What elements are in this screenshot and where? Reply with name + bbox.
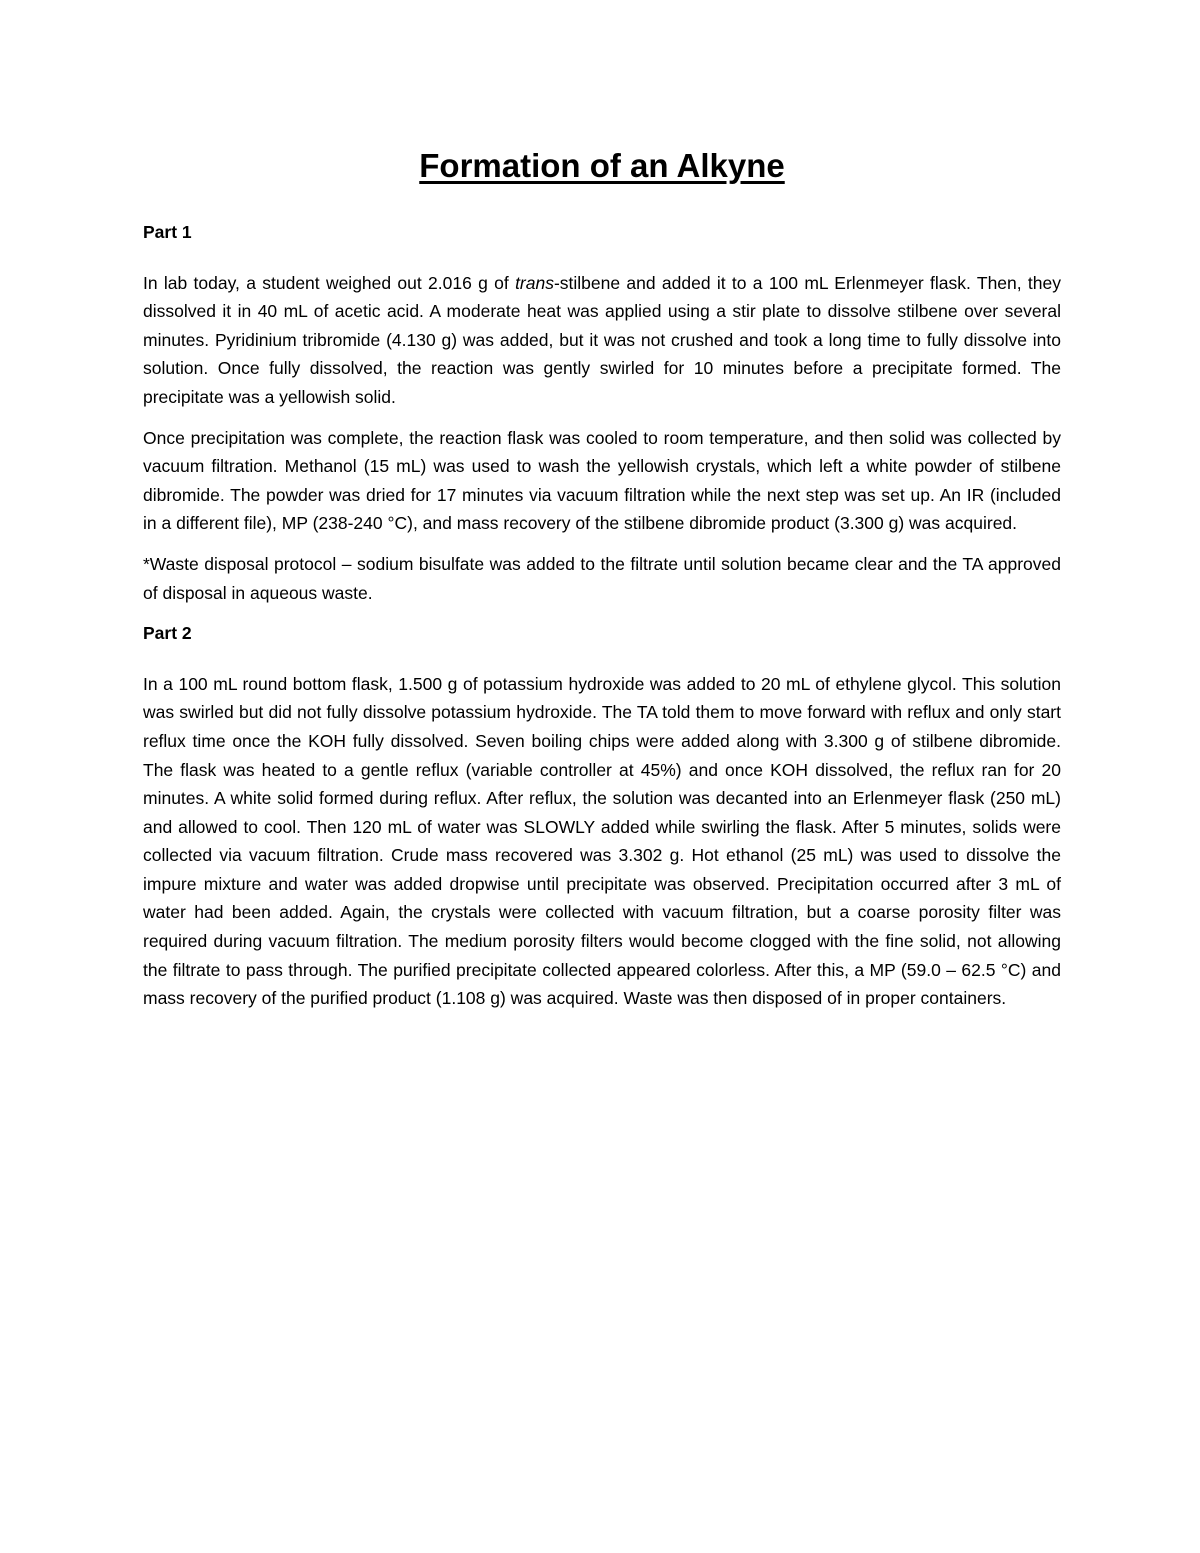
part-1-paragraph-1-rest: -stilbene and added it to a 100 mL Erlenmeyer flask. Then, they dissolved it in 40 mL of acetic acid. A moderate heat was applied using a stir plate to dissolve stilbene over several minutes. Pyridinium tribromide (4.130 g) was added, but it was not crushed and took a long time to fully dissolve into solution. Once fully dissolved, the reaction was gently swirled for 10 minutes before a precipitate formed. The precipitate was a yellowish solid. [143,272,1061,407]
part-2-heading: Part 2 [143,623,192,644]
document-page [143,140,1061,1025]
document-title: Formation of an Alkyne [419,147,785,184]
trans-italic-term: trans [515,272,554,293]
part-1-paragraph-2: Once precipitation was complete, the reaction flask was cooled to room temperature, and then solid was collected by vacuum filtration. Methanol (15 mL) was used to wash the yellowish crystals, which left a white powder of stilbene dibromide. The powder was dried for 17 minutes via vacuum filtration while the next step was set up. An IR (included in a different file), MP (238-240 °C), and mass recovery of the stilbene dibromide product (3.300 g) was acquired. [143,427,1061,534]
part-1-heading: Part 1 [143,222,192,242]
waste-disposal-note: *Waste disposal protocol – sodium bisulfate was added to the filtrate until solution became clear and the TA approved of disposal in aqueous waste. [143,553,1061,603]
part-1-paragraph-1-lead: In lab today, a student weighed out 2.016 g of [143,272,516,293]
part-1-paragraph-1 [143,269,1061,412]
part-2-paragraph-1: In a 100 mL round bottom flask, 1.500 g of potassium hydroxide was added to 20 mL of ethylene glycol. This solution was swirled but did not fully dissolve potassium hydroxide. The TA told them to move forward with reflux and only start reflux time once the KOH fully dissolved. Seven boiling chips were added along with 3.300 g of stilbene dibromide. The flask was heated to a gentle reflux (variable controller at 45%) and once KOH dissolved, the reflux ran for 20 minutes. A white solid formed during reflux. After reflux, the solution was decanted into an Erlenmeyer flask (250 mL) and allowed to cool. Then 120 mL of water was SLOWLY added while swirling the flask. After 5 minutes, solids were collected via vacuum filtration. Crude mass recovered was 3.302 g. Hot ethanol (25 mL) was used to dissolve the impure mixture and water was added dropwise until precipitate was observed. Precipitation occurred after 3 mL of water had been added. Again, the crystals were collected with vacuum filtration, but a coarse porosity filter was required during vacuum filtration. The medium porosity filters would become clogged with the fine solid, not allowing the filtrate to pass through. The purified precipitate collected appeared colorless. After this, a MP (59.0 – 62.5 °C) and mass recovery of the purified product (1.108 g) was acquired. Waste was then disposed of in proper containers. [143,673,1061,1009]
